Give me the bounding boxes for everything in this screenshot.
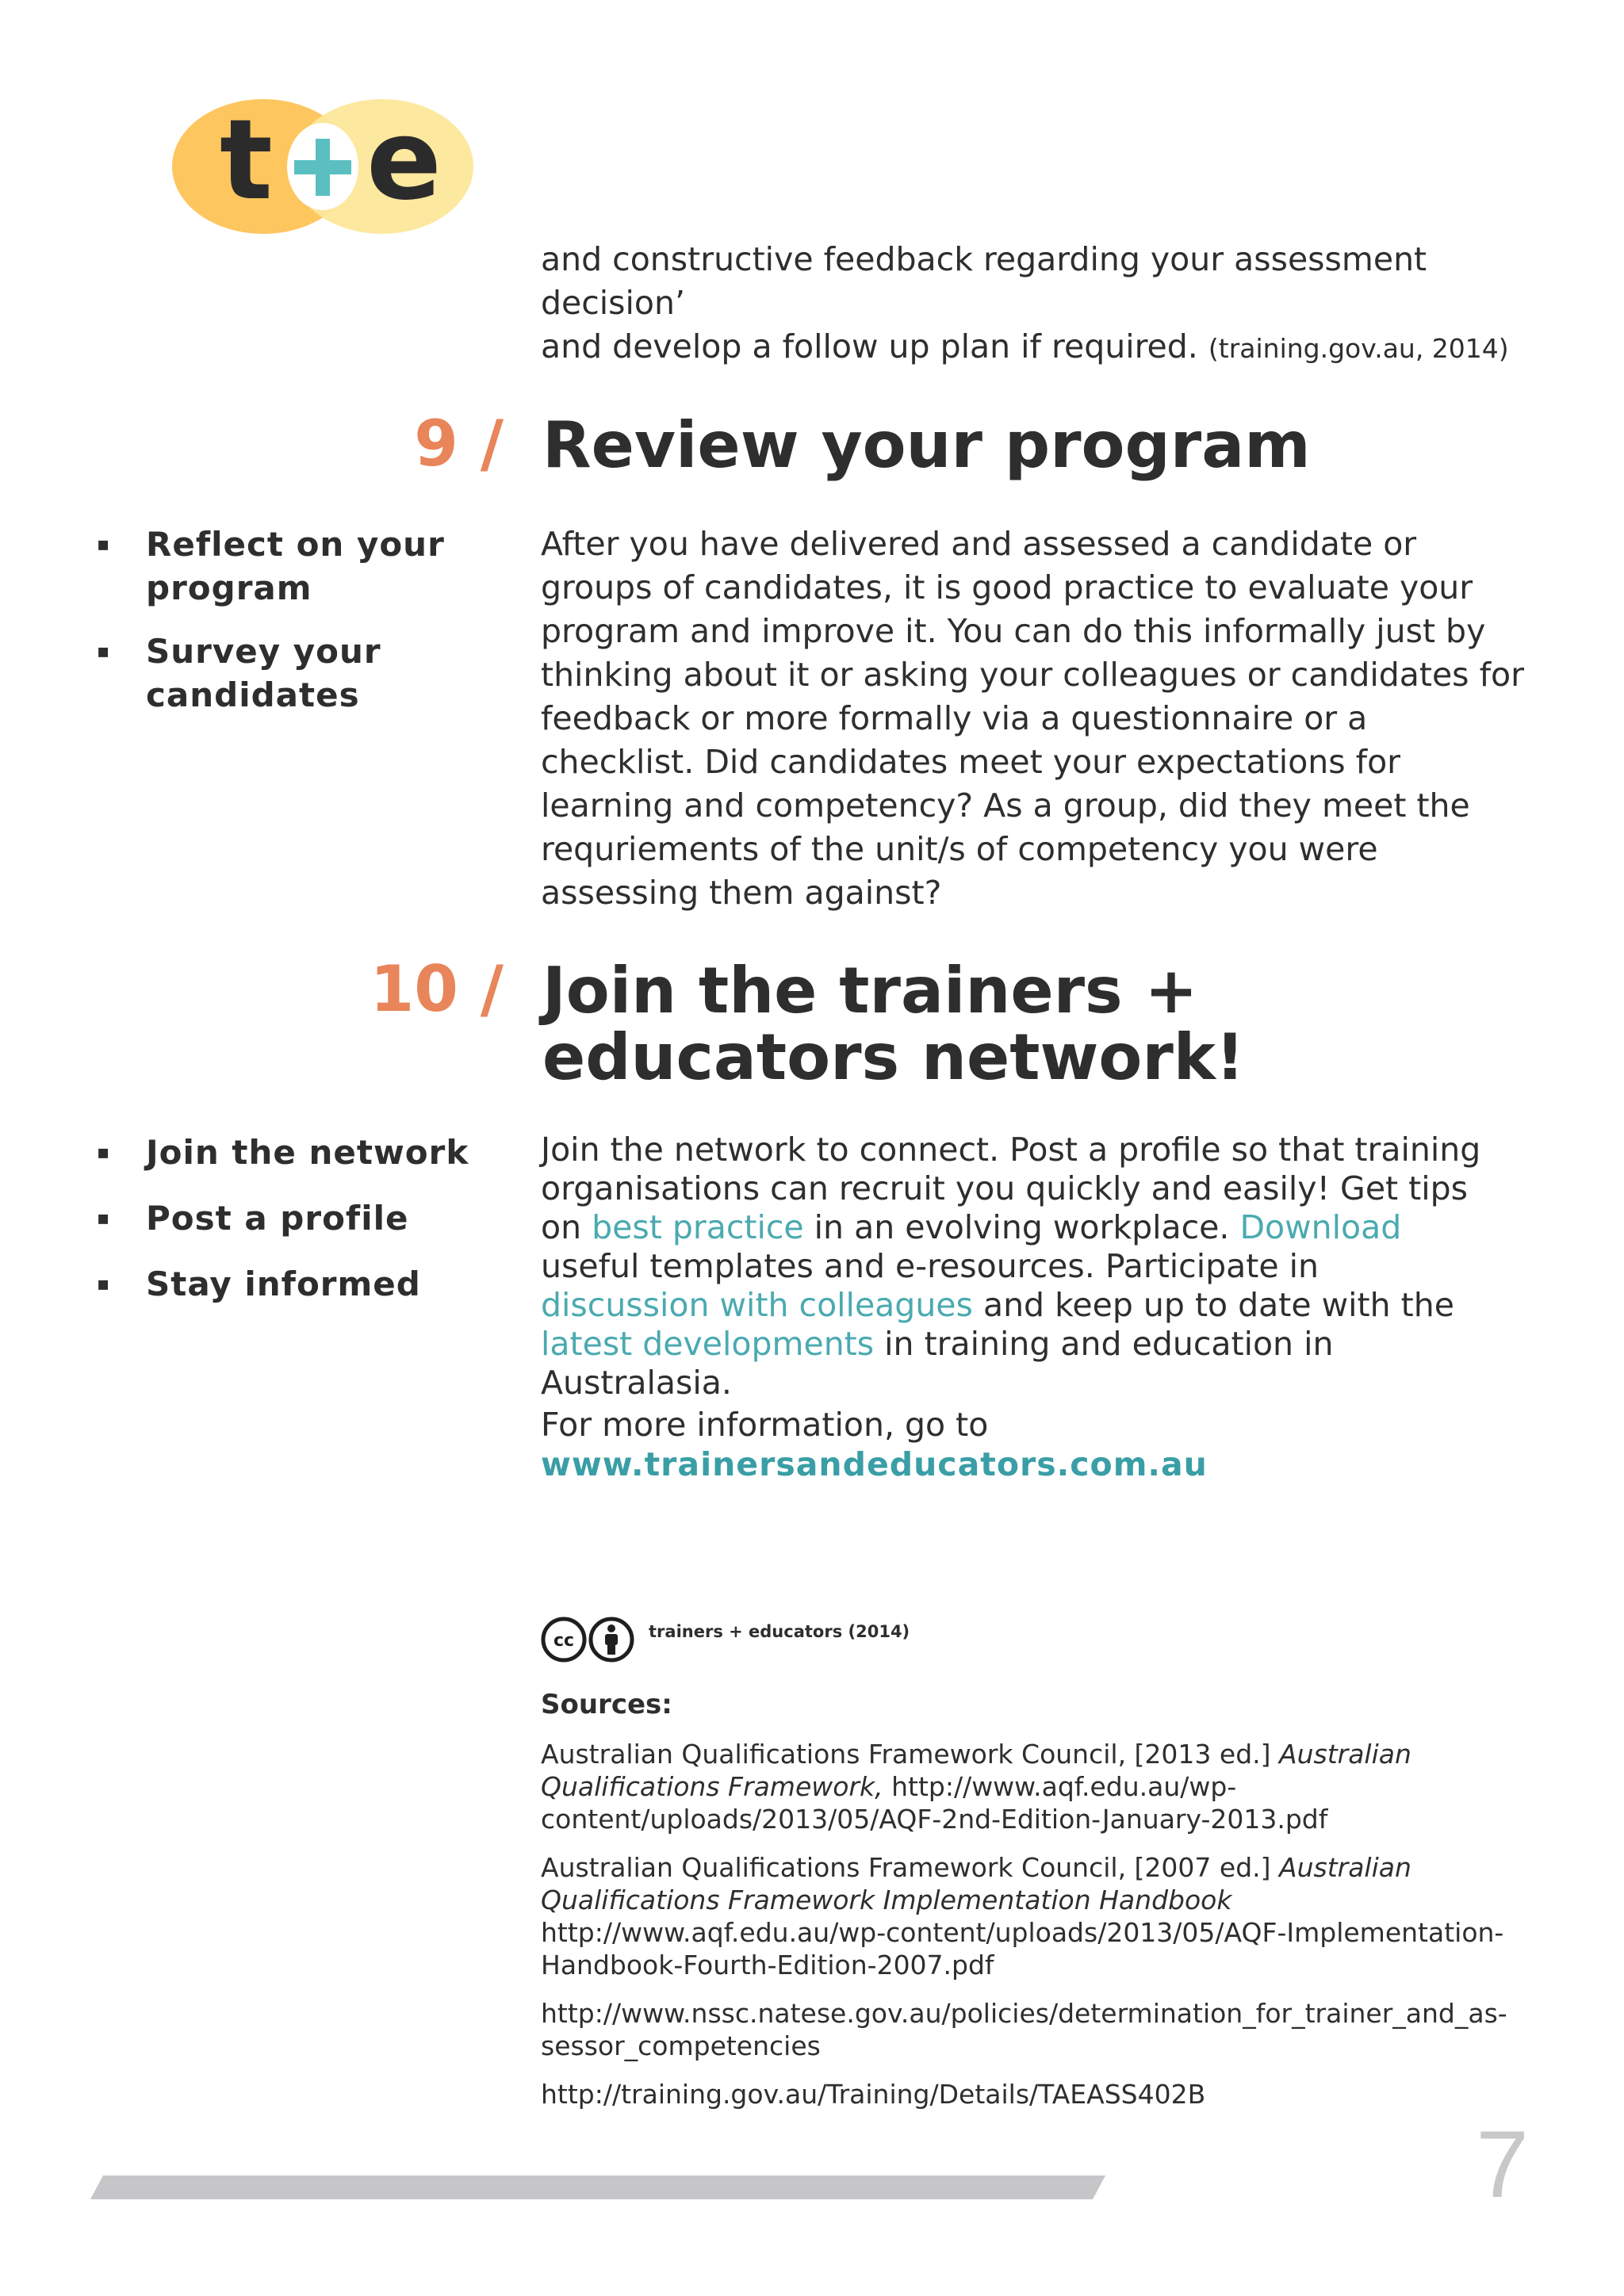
license-text: trainers + educators (2014) [649,1622,910,1641]
best-practice-link[interactable]: best practice [592,1208,804,1246]
intro-line-1: and constructive feedback regarding your assessment decision’ [541,240,1427,322]
logo-letter-e: e [366,96,442,225]
bullet-item: ▪ Post a profile [97,1196,509,1240]
section-10-title-line-1: Join the trainers + [542,954,1198,1027]
section-10-title [542,954,1573,1094]
intro-line-2: and develop a follow up plan if required. (training.gov.au, 2014) [541,327,1509,365]
more-info-block [541,1405,1492,1484]
section-9-title: Review your program [542,408,1311,482]
bullet-item: ▪ Survey your candidates [97,629,509,717]
license-block [541,1617,910,1662]
source-item: Australian Qualifications Framework Council, [2007 ed.] Australian Qualifications Framework Implementation Handbook http://www.aqf.edu.au/wp-content/uploads/2013/05/AQF-Implementation-Handbook-Fourth-Edition-2007.pdf [541,1852,1504,1980]
section-10-bullets [97,1131,509,1306]
section-9-number: 9 / [414,407,504,480]
page-number: 7 [1476,2111,1529,2218]
creative-commons-icon [541,1617,587,1663]
bullet-item: ▪ Stay informed [97,1262,509,1306]
section-9-body: After you have delivered and assessed a candidate or groups of candidates, it is good practice to evaluate your program and improve it. You can do this informally just by thinking about it or asking your colleagues or candidates for feedback or more formally via a questionnaire or a checklist. Did candidates meet your expectations for learning and competency? As a group, did they meet the requriements of the unit/s of competency you were assessing them against? [541,525,1524,912]
t-plus-e-logo [168,95,477,238]
svg-text:cc: cc [553,1631,575,1651]
section-10-number: 10 / [370,952,504,1026]
footer-bar [90,2175,1105,2199]
bullet-item: ▪ Join the network [97,1131,509,1174]
intro-paragraph [541,238,1572,370]
download-link[interactable]: Download [1239,1208,1402,1246]
section-10-title-line-2: educators network! [542,1020,1245,1094]
latest-developments-link[interactable]: latest developments [541,1325,875,1363]
section-9-bullets [97,522,509,717]
logo-letter-t: t [220,96,273,225]
section-10-body: Join the network to connect. Post a profile so that training organisations can recruit you quickly and easily! Get tips on best practice in an evolving workplace. Download useful templates and e-resources. Participate in discussion with colleagues and keep up to date with the latest developments in training and education in Australasia. [541,1131,1481,1402]
source-item: Australian Qualifications Framework Council, [2013 ed.] Australian Qualifications Framework, http://www.aqf.edu.au/wp-content/uploads/2013/05/AQF-2nd-Edition-January-2013.pdf [541,1739,1411,1835]
source-item: http://training.gov.au/Training/Details/TAEASS402B [541,2079,1206,2110]
discussion-link[interactable]: discussion with colleagues [541,1286,973,1324]
bullet-item: ▪ Reflect on your program [97,522,509,610]
sources-heading: Sources: [541,1689,672,1720]
more-info-text: For more information, go to [541,1406,989,1444]
intro-citation: (training.gov.au, 2014) [1208,333,1509,364]
logo-graphic [168,95,477,238]
attribution-icon [588,1617,634,1663]
source-item: http://www.nssc.natese.gov.au/policies/determination_for_trainer_and_as-sessor_competencies [541,1998,1507,2061]
website-link[interactable]: www.trainersandeducators.com.au [541,1445,1208,1483]
sources-block [541,1689,1508,2126]
